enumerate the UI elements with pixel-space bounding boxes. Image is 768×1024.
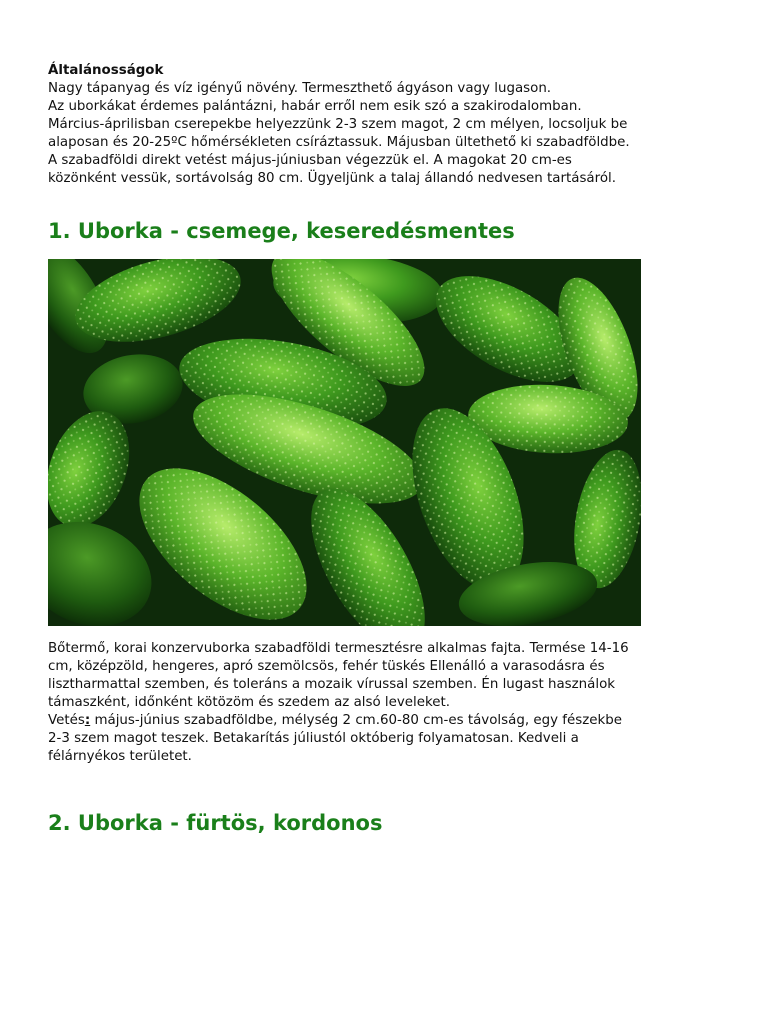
sowing-line bbox=[48, 712, 728, 730]
description-line: cm, középzöld, hengeres, apró szemölcsös, fehér tüskés Ellenálló a varasodásra és bbox=[48, 659, 605, 674]
intro-line: közönként vessük, sortávolság 80 cm. Ügyeljünk a talaj állandó nedvesen tartásáról. bbox=[48, 171, 617, 186]
sowing-label: Vetés bbox=[48, 713, 85, 728]
cucumber-photo bbox=[48, 259, 641, 626]
description-line: lisztharmattal szemben, és toleráns a mozaik vírussal szemben. Én lugast használok bbox=[48, 677, 616, 692]
cucumber-illustration bbox=[48, 259, 641, 626]
intro-line: Nagy tápanyag és víz igényű növény. Termeszthető ágyáson vagy lugason. bbox=[48, 81, 552, 96]
intro-line: Március-áprilisban cserepekbe helyezzünk 2-3 szem magot, 2 cm mélyen, locsoljuk be bbox=[48, 117, 628, 132]
sowing-line: 2-3 szem magot teszek. Betakarítás júliustól októberig folyamatosan. Kedveli a bbox=[48, 731, 579, 746]
intro-heading: Általánosságok bbox=[48, 63, 164, 78]
description-line: Bőtermő, korai konzervuborka szabadföldi termesztésre alkalmas fajta. Termése 14-16 bbox=[48, 641, 629, 656]
sowing-line: félárnyékos területet. bbox=[48, 749, 192, 764]
sowing-text: május-június szabadföldbe, mélység 2 cm.60-80 cm-es távolság, egy fészekbe bbox=[90, 713, 622, 728]
intro-line: A szabadföldi direkt vetést május-júniusban végezzük el. A magokat 20 cm-es bbox=[48, 153, 572, 168]
section-2-title: 2. Uborka - fürtös, kordonos bbox=[48, 811, 383, 835]
intro-line: alaposan és 20-25ºC hőmérsékleten csíráztassuk. Májusban ültethető ki szabadföldbe. bbox=[48, 135, 630, 150]
sowing-colon: : bbox=[84, 713, 91, 728]
section-1-title: 1. Uborka - csemege, keseredésmentes bbox=[48, 219, 515, 243]
description-line: támaszként, időnként kötözöm és szedem az alsó leveleket. bbox=[48, 695, 451, 710]
intro-line: Az uborkákat érdemes palántázni, habár erről nem esik szó a szakirodalomban. bbox=[48, 99, 582, 114]
intro-block bbox=[48, 62, 728, 188]
section-1-description bbox=[48, 640, 728, 766]
